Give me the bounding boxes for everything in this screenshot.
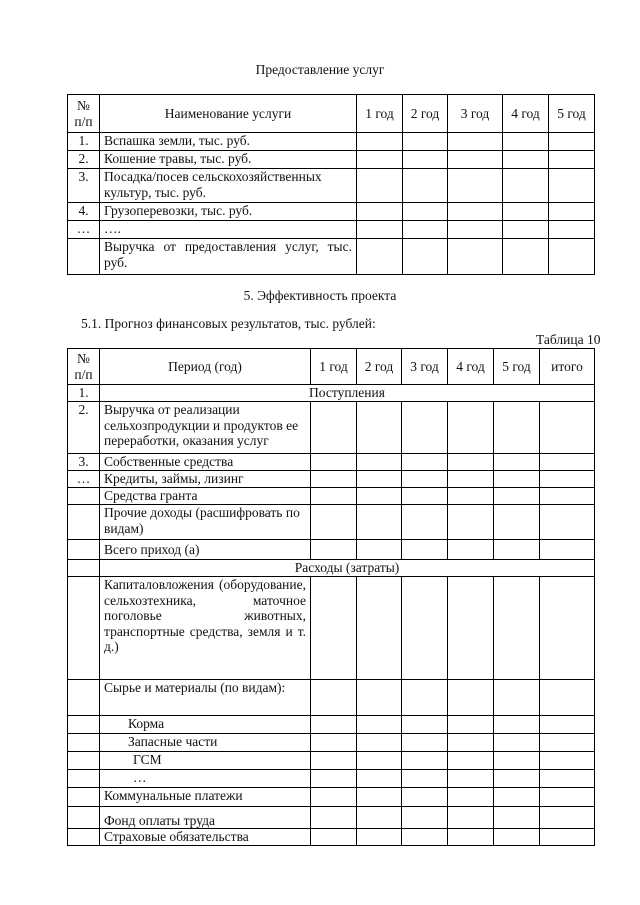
row-label: Страховые обязательства [100, 829, 311, 846]
table-row [68, 734, 595, 752]
table-row [68, 505, 595, 540]
services-header-year: 4 год [503, 95, 549, 133]
row-label: Фонд оплаты труда [100, 807, 311, 829]
table-row [68, 540, 595, 560]
row-num [68, 505, 100, 540]
row-label: Кошение травы, тыс. руб. [100, 151, 357, 169]
row-num: 3. [68, 169, 100, 203]
expenses-section-row [68, 560, 595, 577]
row-label: Всего приход (а) [100, 540, 311, 560]
services-header-year: 1 год [357, 95, 403, 133]
row-label: Вспашка земли, тыс. руб. [100, 133, 357, 151]
section-subtitle: 5.1. Прогноз финансовых результатов, тыс. рублей: [81, 316, 376, 331]
row-label: Выручка от предоставления услуг, тыс. руб. [100, 239, 357, 275]
finance-header-year: 5 год [494, 349, 540, 385]
row-num [68, 734, 100, 752]
services-header-row [68, 95, 595, 133]
row-num [68, 680, 100, 716]
finance-header-total: итого [540, 349, 595, 385]
row-num: 3. [68, 454, 100, 471]
receipts-section-row [68, 385, 595, 402]
services-header-year: 3 год [448, 95, 503, 133]
table-row [68, 829, 595, 846]
table-row [68, 752, 595, 770]
table-row [68, 471, 595, 488]
finance-header-row [68, 349, 595, 385]
row-label: Выручка от реализации сельхозпродукции и продуктов ее переработки, оказания услуг [100, 402, 311, 454]
services-table [67, 94, 595, 275]
finance-header-num: № п/п [68, 349, 100, 385]
table-row [68, 770, 595, 788]
table-row [68, 402, 595, 454]
row-label: Капиталовложения (оборудование, сельхозтехника, маточное поголовье животных, транспортные средства, земля и т. д.) [100, 577, 311, 680]
table-label: Таблица 10 [536, 332, 601, 347]
finance-header-year: 3 год [402, 349, 448, 385]
row-num [68, 488, 100, 505]
table-row [68, 239, 595, 275]
table-row [68, 133, 595, 151]
row-label: Прочие доходы (расшифровать по видам) [100, 505, 311, 540]
table-row [68, 488, 595, 505]
row-label: Посадка/посев сельскохозяйственных культур, тыс. руб. [100, 169, 357, 203]
row-num: … [68, 471, 100, 488]
finance-header-year: 2 год [357, 349, 402, 385]
row-num: … [68, 221, 100, 239]
row-num: 1. [68, 133, 100, 151]
finance-header-period: Период (год) [100, 349, 311, 385]
row-num: 4. [68, 203, 100, 221]
row-num [68, 770, 100, 788]
row-num [68, 716, 100, 734]
table-row [68, 203, 595, 221]
table-row [68, 807, 595, 829]
receipts-title: Поступления [100, 385, 595, 402]
table-row [68, 221, 595, 239]
row-label: Запасные части [100, 734, 311, 752]
table-row [68, 577, 595, 680]
table-row [68, 680, 595, 716]
row-label: …. [100, 221, 357, 239]
table-row [68, 788, 595, 807]
row-num: 1. [68, 385, 100, 402]
table-row [68, 716, 595, 734]
services-header-year: 2 год [403, 95, 448, 133]
row-label: Сырье и материалы (по видам): [100, 680, 311, 716]
services-title: Предоставление услуг [255, 62, 385, 77]
row-num [68, 752, 100, 770]
finance-table [67, 348, 595, 846]
row-label: ГСМ [100, 752, 311, 770]
row-num [68, 540, 100, 560]
finance-header-year: 4 год [448, 349, 494, 385]
table-row [68, 454, 595, 471]
row-num [68, 577, 100, 680]
row-label: Собственные средства [100, 454, 311, 471]
row-label: … [100, 770, 311, 788]
row-label: Грузоперевозки, тыс. руб. [100, 203, 357, 221]
row-label: Средства гранта [100, 488, 311, 505]
row-num [68, 807, 100, 829]
row-label: Корма [100, 716, 311, 734]
services-header-year: 5 год [549, 95, 595, 133]
row-num [68, 239, 100, 275]
row-num: 2. [68, 402, 100, 454]
services-header-num: № п/п [68, 95, 100, 133]
row-label: Коммунальные платежи [100, 788, 311, 807]
row-num [68, 829, 100, 846]
row-num [68, 788, 100, 807]
table-row [68, 169, 595, 203]
row-num: 2. [68, 151, 100, 169]
services-header-name: Наименование услуги [100, 95, 357, 133]
table-row [68, 151, 595, 169]
section-title: 5. Эффективность проекта [243, 288, 397, 303]
expenses-title: Расходы (затраты) [100, 560, 595, 577]
row-label: Кредиты, займы, лизинг [100, 471, 311, 488]
finance-header-year: 1 год [311, 349, 357, 385]
